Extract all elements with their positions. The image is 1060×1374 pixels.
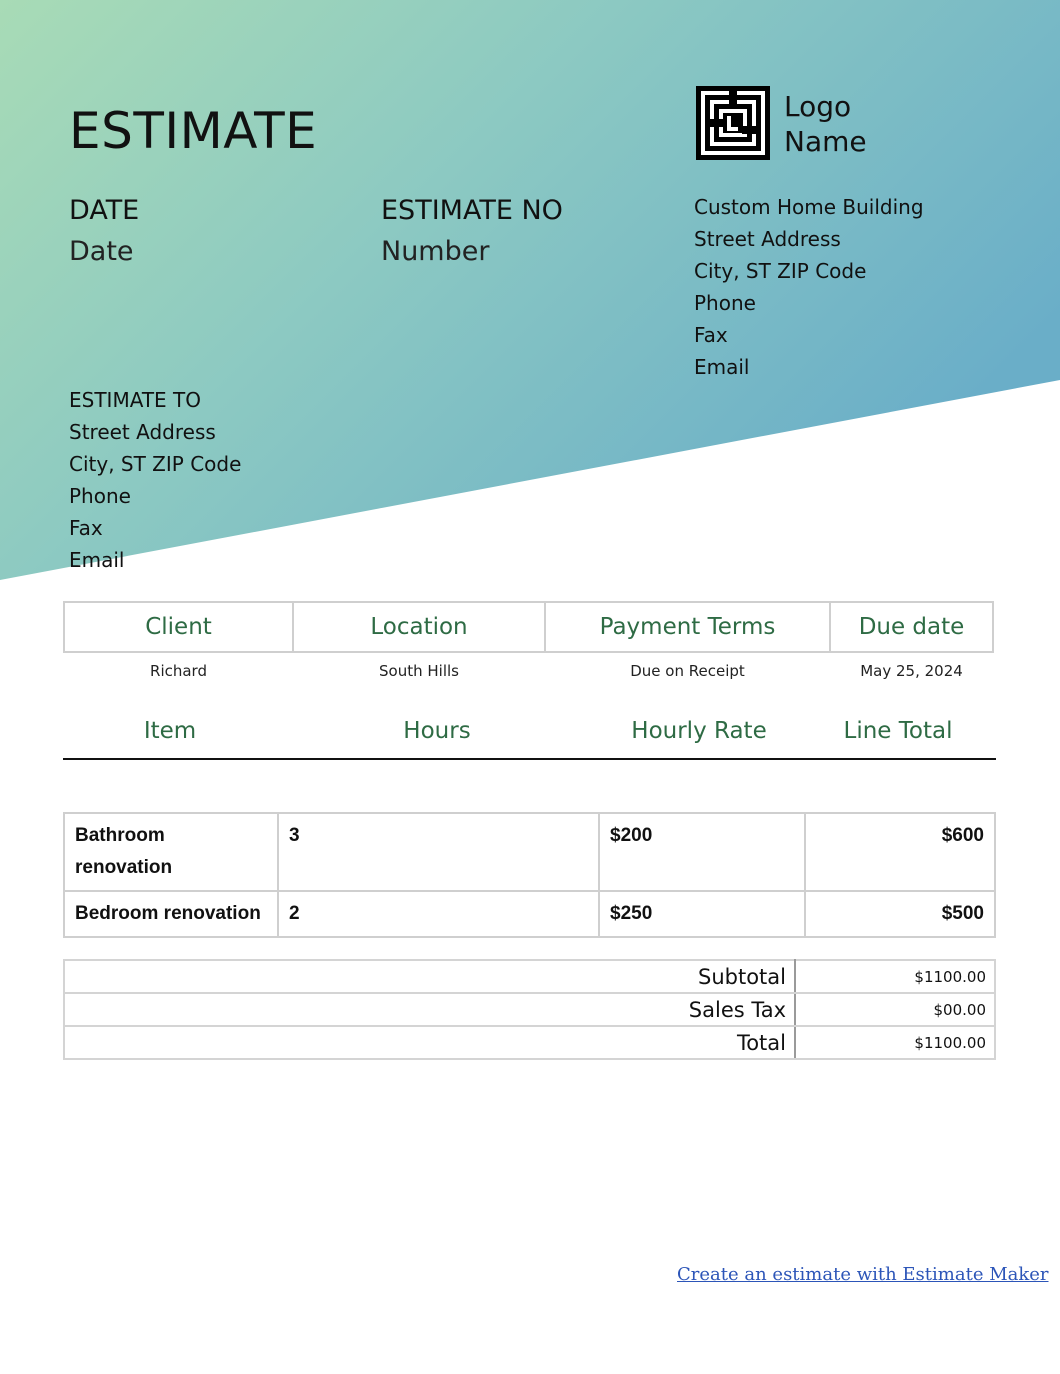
item-total-cell: $500 [805, 891, 995, 937]
company-email: Email [694, 355, 750, 379]
estimate-to-city: City, ST ZIP Code [69, 452, 242, 476]
date-value: Date [69, 236, 134, 267]
items-table-header [63, 716, 996, 760]
item-hours-cell: 2 [278, 891, 599, 937]
subtotal-value: $1100.00 [795, 960, 995, 993]
logo-name [784, 89, 867, 159]
table-row [64, 813, 995, 891]
summary-due-date-value: May 25, 2024 [860, 662, 963, 680]
estimate-to-phone: Phone [69, 484, 131, 508]
company-city: City, ST ZIP Code [694, 259, 867, 283]
sales-tax-row [64, 993, 995, 1026]
summary-header-client: Client [64, 602, 293, 652]
estimate-to-street: Street Address [69, 420, 216, 444]
company-address-block [694, 191, 924, 383]
company-fax: Fax [694, 323, 728, 347]
company-phone: Phone [694, 291, 756, 315]
sales-tax-value: $00.00 [795, 993, 995, 1026]
item-name-cell: Bathroom renovation [64, 813, 278, 891]
estimate-no-label: ESTIMATE NO [381, 195, 563, 226]
item-name-cell: Bedroom renovation [64, 891, 278, 937]
items-header-line-total: Line Total [843, 718, 953, 744]
items-table [63, 812, 996, 938]
summary-header-row [64, 602, 993, 652]
logo-line-2: Name [784, 125, 867, 158]
subtotal-row [64, 960, 995, 993]
item-rate-cell: $250 [599, 891, 805, 937]
table-row [64, 891, 995, 937]
summary-table [63, 601, 994, 689]
items-header-item: Item [143, 718, 197, 744]
maze-logo-icon [696, 86, 770, 160]
company-name: Custom Home Building [694, 195, 924, 219]
estimate-no-value: Number [381, 236, 490, 267]
item-total-cell: $600 [805, 813, 995, 891]
estimate-to-email: Email [69, 548, 125, 572]
date-label: DATE [69, 195, 140, 226]
summary-client-value: Richard [150, 662, 207, 680]
logo-line-1: Logo [784, 90, 852, 123]
item-hours-cell: 3 [278, 813, 599, 891]
company-street: Street Address [694, 227, 841, 251]
subtotal-label: Subtotal [64, 960, 795, 993]
document-title: ESTIMATE [69, 102, 318, 160]
totals-table [63, 959, 996, 1060]
item-rate-cell: $200 [599, 813, 805, 891]
total-row [64, 1026, 995, 1059]
summary-payment-terms-value: Due on Receipt [630, 662, 745, 680]
items-header-hourly-rate: Hourly Rate [631, 718, 767, 744]
estimate-to-label: ESTIMATE TO [69, 388, 202, 412]
summary-value-row [64, 652, 993, 689]
estimate-maker-link[interactable]: Create an estimate with Estimate Maker [677, 1264, 1049, 1285]
summary-location-value: South Hills [379, 662, 459, 680]
estimate-to-fax: Fax [69, 516, 103, 540]
estimate-to-block [69, 384, 241, 576]
summary-header-location: Location [293, 602, 545, 652]
total-value: $1100.00 [795, 1026, 995, 1059]
summary-header-due-date: Due date [830, 602, 993, 652]
summary-header-payment-terms: Payment Terms [545, 602, 830, 652]
items-header-hours: Hours [403, 718, 471, 744]
total-label: Total [64, 1026, 795, 1059]
sales-tax-label: Sales Tax [64, 993, 795, 1026]
